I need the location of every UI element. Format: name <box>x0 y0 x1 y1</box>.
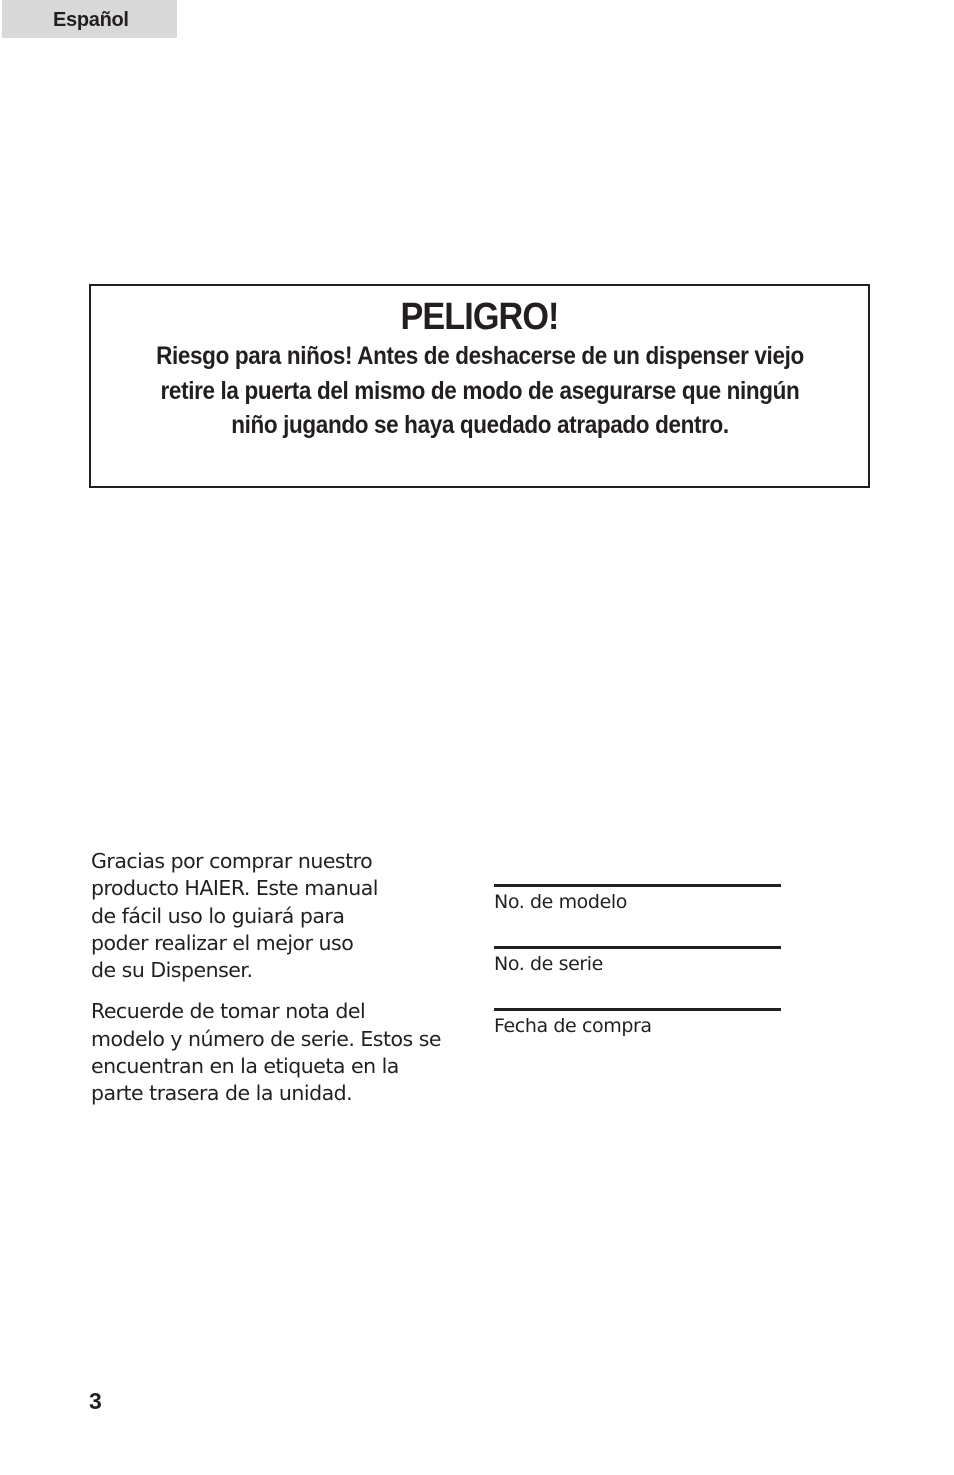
model-number-label: No. de modelo <box>494 891 627 913</box>
danger-line-2: retire la puerta del mismo de modo de asegurarse que ningún <box>160 376 799 405</box>
purchase-date-label: Fecha de compra <box>494 1015 652 1037</box>
danger-line-1: Riesgo para niños! Antes de deshacerse de un dispenser viejo <box>155 342 804 370</box>
reminder-line-1: Recuerde de tomar nota del <box>91 999 366 1024</box>
reminder-line-3: encuentran en la etiqueta en la <box>91 1054 399 1079</box>
thanks-line-1: Gracias por comprar nuestro <box>91 849 373 873</box>
danger-title: PELIGRO! <box>400 296 559 338</box>
purchase-date-field <box>494 1008 781 1070</box>
thanks-line-5: de su Dispenser. <box>91 958 253 983</box>
reminder-line-4: parte trasera de la unidad. <box>91 1081 353 1106</box>
serial-number-label: No. de serie <box>494 953 603 975</box>
model-number-field <box>494 884 781 946</box>
serial-number-field <box>494 946 781 1008</box>
language-tab <box>2 0 177 38</box>
danger-text <box>138 339 822 443</box>
page-number: 3 <box>89 1388 102 1414</box>
danger-warning-box <box>89 284 870 488</box>
reminder-paragraph <box>91 998 471 1107</box>
thanks-line-3: de fácil uso lo guiará para <box>91 903 345 928</box>
language-label: Español <box>53 9 129 31</box>
danger-line-3: niño jugando se haya quedado atrapado dentro. <box>230 411 729 439</box>
reminder-line-2: modelo y número de serie. Estos se <box>91 1026 442 1051</box>
product-record-form <box>494 884 781 1070</box>
intro-text <box>91 848 471 1122</box>
thanks-paragraph <box>91 848 471 984</box>
thanks-line-2: producto HAIER. Este manual <box>91 876 378 901</box>
thanks-line-4: poder realizar el mejor uso <box>91 930 354 955</box>
